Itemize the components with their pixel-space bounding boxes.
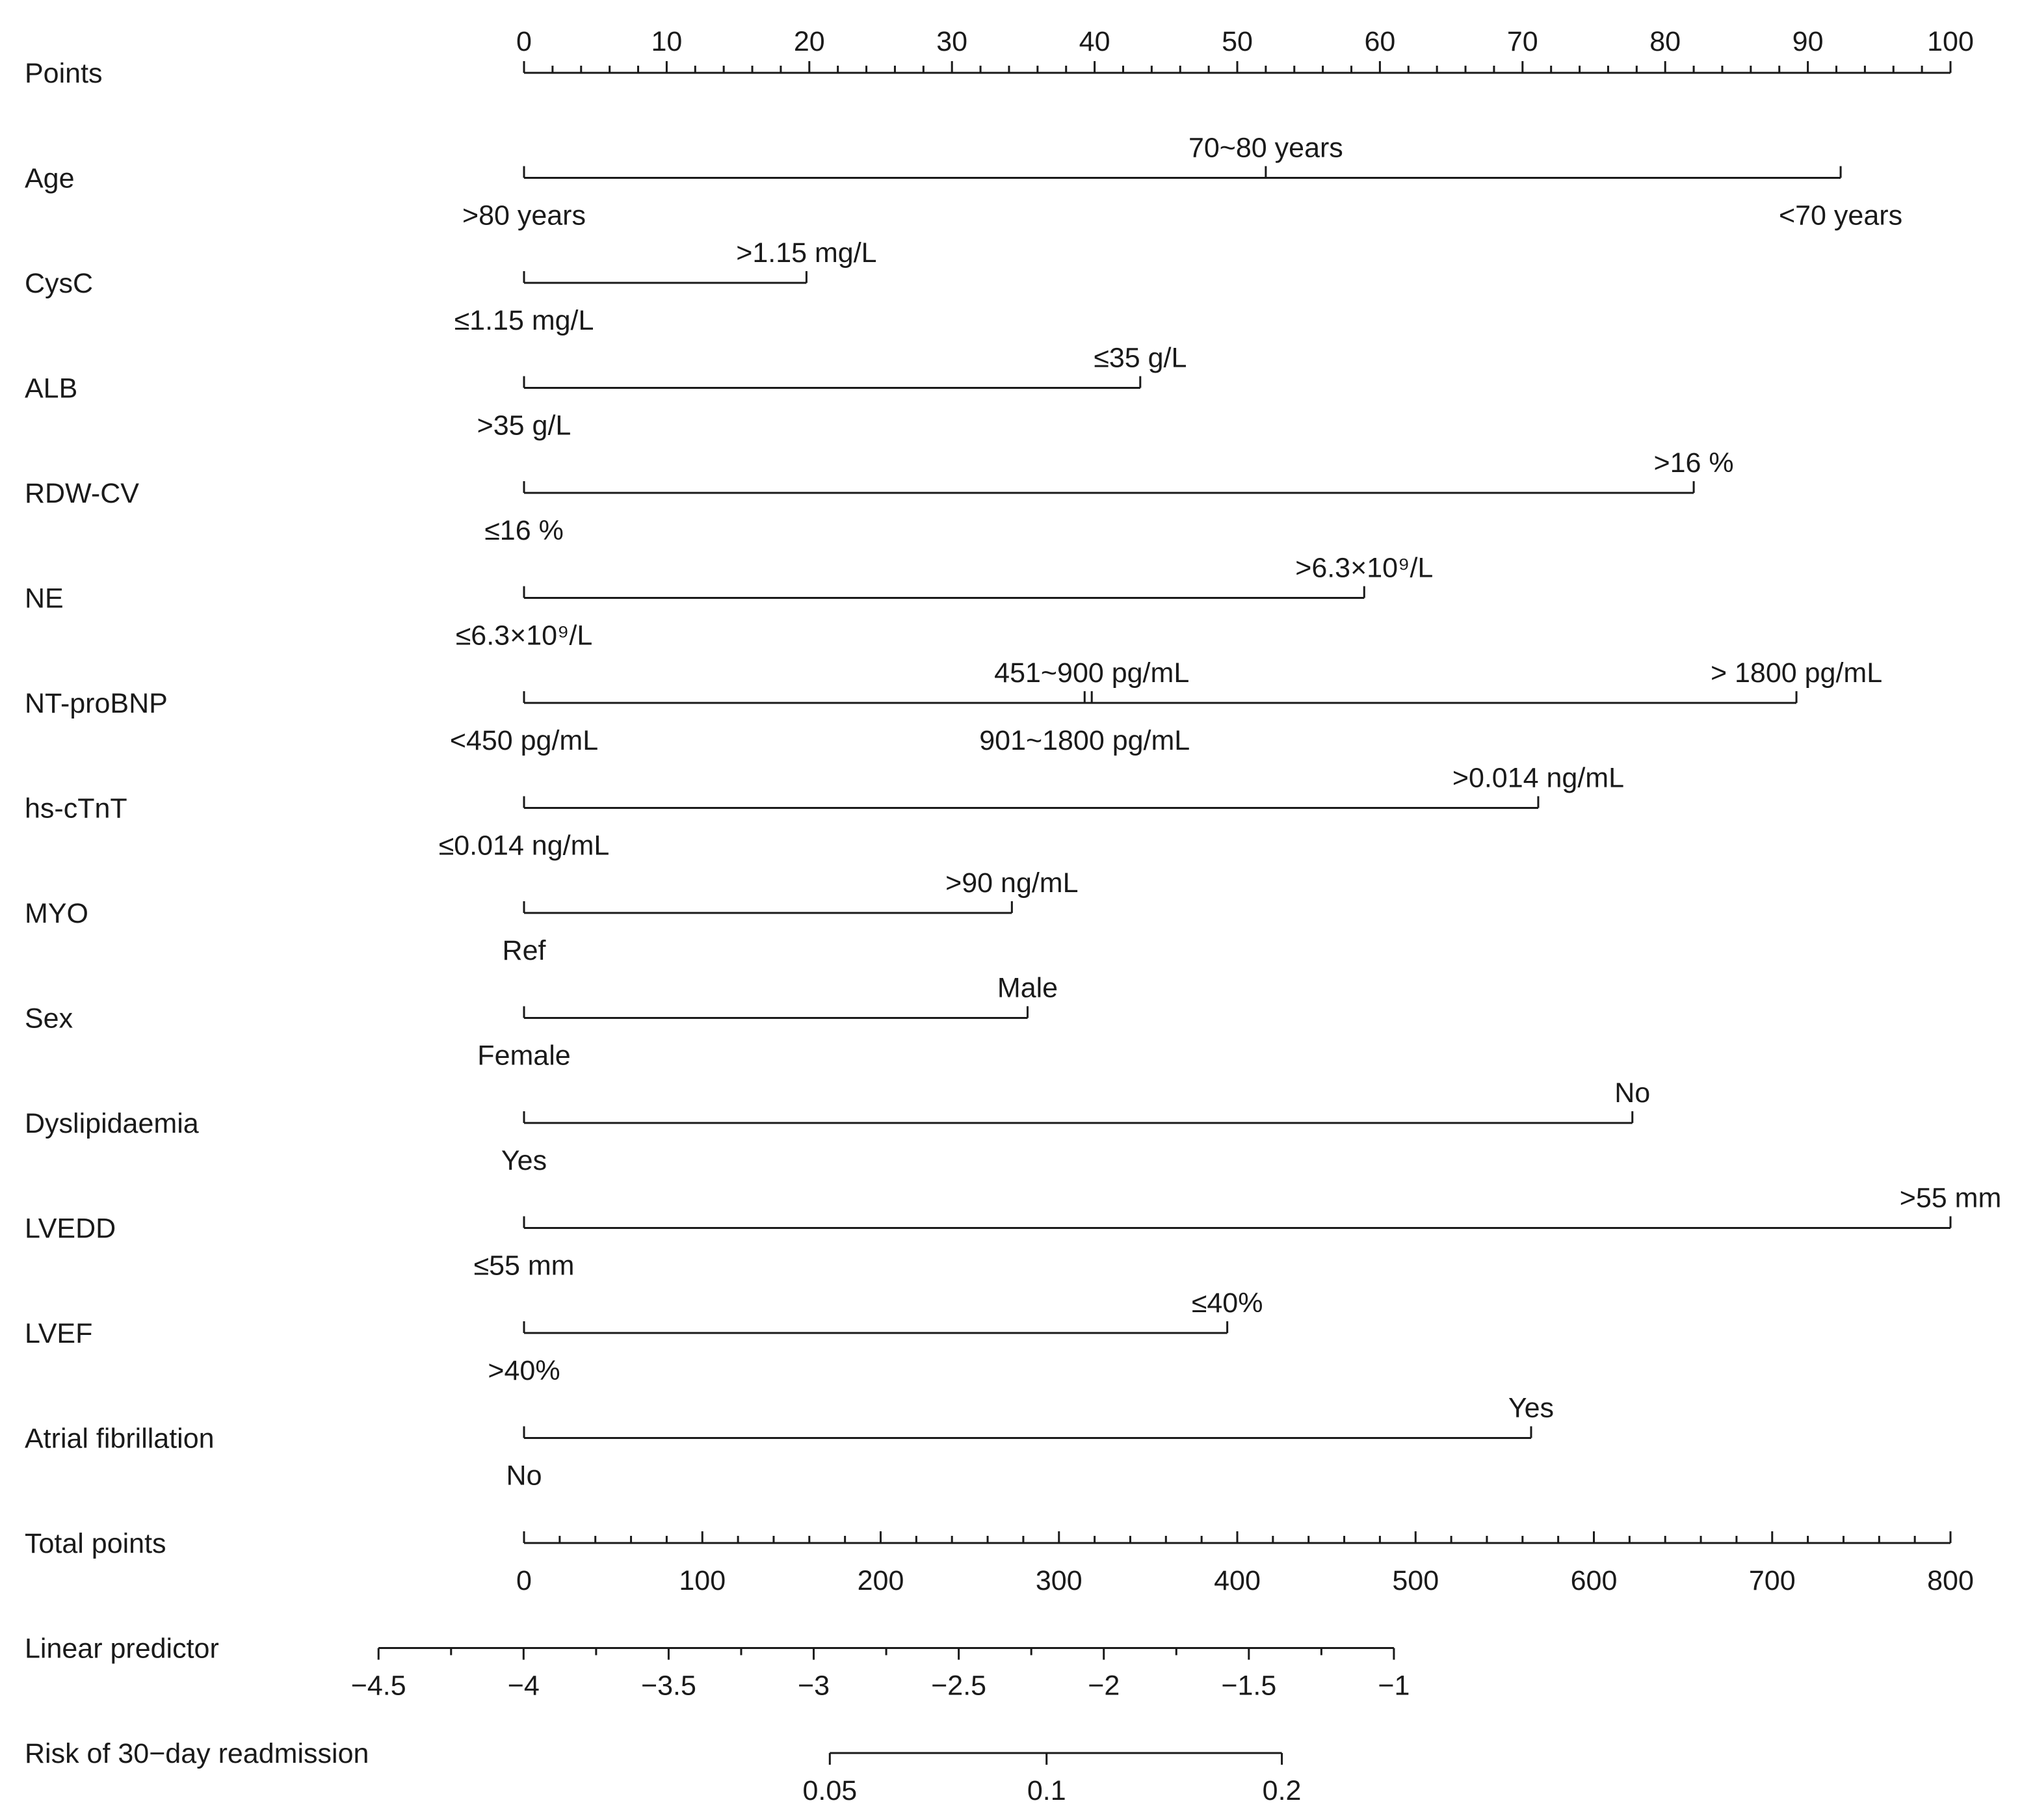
- risk-tick-label: 0.2: [1262, 1775, 1302, 1806]
- total-points-tick-label: 700: [1748, 1565, 1796, 1596]
- level-label-nt-probnp: > 1800 pg/mL: [1710, 657, 1883, 689]
- variable-label-cysc: CysC: [25, 268, 94, 299]
- variable-label-dyslipidaemia: Dyslipidaemia: [25, 1108, 199, 1139]
- variable-label-myo: MYO: [25, 898, 88, 929]
- level-label-lvedd: >55 mm: [1899, 1182, 2002, 1214]
- points-tick-label: 80: [1649, 26, 1681, 57]
- variable-label-rdw-cv: RDW-CV: [25, 478, 139, 509]
- points-tick-label: 70: [1506, 26, 1538, 57]
- risk-tick-label: 0.05: [802, 1775, 858, 1806]
- level-label-ne: ≤6.3×10⁹/L: [455, 620, 593, 652]
- level-label-cysc: ≤1.15 mg/L: [454, 305, 594, 336]
- linear-predictor-tick-label: −3: [798, 1670, 830, 1702]
- total-points-tick-label: 600: [1570, 1565, 1618, 1596]
- points-tick-label: 60: [1364, 26, 1396, 57]
- points-tick-label: 20: [793, 26, 825, 57]
- level-label-rdw-cv: ≤16 %: [484, 515, 564, 546]
- level-label-dyslipidaemia: No: [1614, 1077, 1651, 1109]
- points-tick-label: 100: [1927, 26, 1974, 57]
- level-label-age: >80 years: [462, 200, 586, 231]
- level-label-ne: >6.3×10⁹/L: [1295, 552, 1434, 584]
- linear-predictor-tick-label: −4.5: [350, 1670, 406, 1702]
- level-label-myo: Ref: [502, 935, 546, 966]
- level-label-nt-probnp: <450 pg/mL: [449, 725, 599, 756]
- linear-predictor-tick-label: −3.5: [640, 1670, 696, 1702]
- linear-predictor-tick-label: −4: [507, 1670, 540, 1702]
- level-label-atrial-fibrillation: Yes: [1508, 1392, 1555, 1424]
- total-points-tick-label: 0: [516, 1565, 532, 1596]
- level-label-alb: >35 g/L: [477, 410, 571, 442]
- level-label-sex: Female: [477, 1040, 571, 1072]
- level-label-nt-probnp: 901~1800 pg/mL: [979, 725, 1190, 756]
- total-points-tick-label: 400: [1214, 1565, 1261, 1596]
- total-points-tick-label: 500: [1392, 1565, 1439, 1596]
- level-label-cysc: >1.15 mg/L: [736, 237, 877, 269]
- level-label-dyslipidaemia: Yes: [501, 1145, 547, 1176]
- level-label-lvef: >40%: [488, 1355, 560, 1386]
- risk-axis-label: Risk of 30−day readmission: [25, 1738, 369, 1769]
- variable-label-sex: Sex: [25, 1003, 73, 1035]
- variable-label-lvedd: LVEDD: [25, 1213, 116, 1245]
- level-label-lvedd: ≤55 mm: [473, 1250, 575, 1282]
- level-label-alb: ≤35 g/L: [1094, 342, 1187, 374]
- linear-predictor-tick-label: −2.5: [931, 1670, 987, 1702]
- variable-label-lvef: LVEF: [25, 1318, 93, 1349]
- level-label-sex: Male: [997, 972, 1058, 1004]
- variable-label-atrial-fibrillation: Atrial fibrillation: [25, 1423, 215, 1455]
- total-points-tick-label: 200: [857, 1565, 904, 1596]
- linear-predictor-tick-label: −2: [1088, 1670, 1120, 1702]
- level-label-hs-ctnt: ≤0.014 ng/mL: [438, 830, 610, 862]
- linear-predictor-tick-label: −1: [1378, 1670, 1410, 1702]
- level-label-age: 70~80 years: [1188, 132, 1343, 164]
- variable-label-alb: ALB: [25, 373, 78, 404]
- risk-tick-label: 0.1: [1027, 1775, 1066, 1806]
- total-points-tick-label: 300: [1035, 1565, 1083, 1596]
- level-label-myo: >90 ng/mL: [945, 867, 1079, 899]
- linear-predictor-label: Linear predictor: [25, 1633, 219, 1665]
- level-label-lvef: ≤40%: [1191, 1287, 1263, 1319]
- level-label-age: <70 years: [1779, 200, 1903, 231]
- level-label-hs-ctnt: >0.014 ng/mL: [1452, 762, 1625, 794]
- variable-label-hs-ctnt: hs-cTnT: [25, 793, 127, 824]
- variable-label-age: Age: [25, 163, 75, 194]
- points-tick-label: 40: [1079, 26, 1110, 57]
- points-tick-label: 0: [516, 26, 532, 57]
- variable-label-ne: NE: [25, 583, 64, 614]
- total-points-tick-label: 100: [679, 1565, 726, 1596]
- level-label-atrial-fibrillation: No: [506, 1460, 542, 1492]
- total-points-tick-label: 800: [1927, 1565, 1974, 1596]
- points-tick-label: 10: [651, 26, 683, 57]
- variable-label-nt-probnp: NT-proBNP: [25, 688, 168, 719]
- points-axis-label: Points: [25, 58, 103, 89]
- level-label-nt-probnp: 451~900 pg/mL: [994, 657, 1190, 689]
- linear-predictor-tick-label: −1.5: [1221, 1670, 1277, 1702]
- points-tick-label: 30: [936, 26, 968, 57]
- points-tick-label: 50: [1222, 26, 1253, 57]
- points-tick-label: 90: [1792, 26, 1824, 57]
- total-points-label: Total points: [25, 1528, 166, 1559]
- level-label-rdw-cv: >16 %: [1653, 447, 1734, 479]
